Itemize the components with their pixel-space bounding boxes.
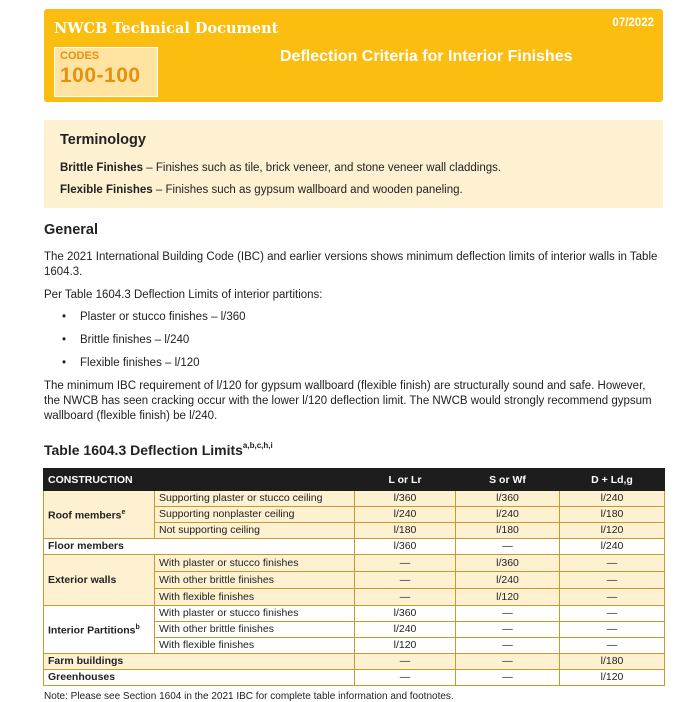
table-cell: l/120 — [560, 523, 665, 539]
table-cell: — — [355, 654, 456, 670]
table-cell: l/360 — [456, 491, 560, 507]
table-cell: l/240 — [560, 491, 665, 507]
table-title: Table 1604.3 Deflection Limits$^{a,b,c,h,i}$ — [44, 441, 273, 458]
row-group-label: Roof members$^e$ — [44, 491, 155, 539]
table-cell: — — [456, 622, 560, 638]
table-cell: — — [456, 638, 560, 654]
table-cell: l/360 — [355, 606, 456, 622]
general-heading: General — [44, 222, 98, 238]
codes-label: CODES — [60, 50, 100, 62]
flexible-definition — [60, 184, 463, 196]
table-cell: — — [355, 589, 456, 606]
row-group-label: Interior Partitions$^b$ — [44, 606, 155, 654]
table-cell: l/120 — [560, 670, 665, 686]
table-cell: l/240 — [355, 622, 456, 638]
table-cell: — — [355, 670, 456, 686]
general-paragraph-2: Per Table 1604.3 Deflection Limits of interior partitions: — [44, 289, 323, 301]
table-cell: l/180 — [456, 523, 560, 539]
table-cell: — — [456, 670, 560, 686]
table-cell: — — [560, 555, 665, 572]
column-header: S or Wf — [456, 469, 560, 491]
table-cell: — — [456, 606, 560, 622]
table-cell: l/360 — [355, 539, 456, 555]
table-cell: With flexible finishes — [155, 589, 355, 606]
table-cell: l/180 — [560, 654, 665, 670]
table-cell: l/180 — [355, 523, 456, 539]
table-cell: l/360 — [355, 491, 456, 507]
table-row — [44, 606, 665, 622]
table-cell: l/120 — [456, 589, 560, 606]
table-cell: l/180 — [560, 507, 665, 523]
row-group-label: Greenhouses — [44, 670, 355, 686]
document-title: NWCB Technical Document — [54, 20, 279, 37]
row-group-label: Farm buildings — [44, 654, 355, 670]
column-header: L or Lr — [355, 469, 456, 491]
table-cell: — — [560, 638, 665, 654]
general-paragraph-1: The 2021 International Building Code (IBC) and earlier versions shows minimum deflection limits of interior walls in Table 1604.3. — [44, 251, 658, 278]
table-cell: l/240 — [456, 572, 560, 589]
bullet-item: • Plaster or stucco finishes – l/360 — [62, 311, 246, 323]
table-cell: l/240 — [355, 507, 456, 523]
row-group-label: Floor members — [44, 539, 355, 555]
table-cell: With plaster or stucco finishes — [155, 555, 355, 572]
column-header — [155, 469, 355, 491]
table-row — [44, 670, 665, 686]
table-cell: — — [560, 572, 665, 589]
table-cell: Supporting nonplaster ceiling — [155, 507, 355, 523]
document-date: 07/2022 — [612, 17, 654, 29]
table-row — [44, 491, 665, 507]
column-header: D + Ld,g — [560, 469, 665, 491]
flexible-term: Flexible Finishes — [60, 184, 153, 196]
flexible-def-text: – Finishes such as gypsum wallboard and wooden paneling. — [152, 184, 463, 196]
table-cell: l/360 — [456, 555, 560, 572]
table-cell: — — [355, 572, 456, 589]
codes-number: 100-100 — [60, 64, 141, 87]
table-header-row — [44, 469, 665, 491]
table-cell: With flexible finishes — [155, 638, 355, 654]
table-cell: — — [560, 622, 665, 638]
terminology-box — [44, 120, 663, 208]
bullet-item: • Brittle finishes – l/240 — [62, 334, 190, 346]
brittle-def-text: – Finishes such as tile, brick veneer, and stone veneer wall claddings. — [143, 162, 502, 174]
table-cell: — — [355, 555, 456, 572]
column-header: CONSTRUCTION — [44, 469, 155, 491]
table-cell: With plaster or stucco finishes — [155, 606, 355, 622]
table-cell: l/240 — [456, 507, 560, 523]
terminology-heading: Terminology — [60, 132, 146, 148]
table-cell: — — [560, 606, 665, 622]
table-cell: With other brittle finishes — [155, 572, 355, 589]
general-paragraph-3: The minimum IBC requirement of l/120 for gypsum wallboard (flexible finish) are structurally sound and safe. However, the NWCB has seen cracking occur with the lower l/120 deflection limit. The NWCB would strongly recommend gypsum wallboard (flexible finish) be l/240. — [44, 380, 652, 422]
document-subtitle: Deflection Criteria for Interior Finishes — [280, 48, 573, 65]
table-row — [44, 539, 665, 555]
table-cell: l/240 — [560, 539, 665, 555]
bullet-item: • Flexible finishes – l/120 — [62, 357, 200, 369]
table-cell: — — [560, 589, 665, 606]
table-cell: — — [456, 539, 560, 555]
table-cell: l/120 — [355, 638, 456, 654]
table-cell: Not supporting ceiling — [155, 523, 355, 539]
table-cell: With other brittle finishes — [155, 622, 355, 638]
brittle-term: Brittle Finishes — [60, 162, 144, 174]
table-row — [44, 555, 665, 572]
row-group-label: Exterior walls — [44, 555, 155, 606]
brittle-definition — [60, 162, 501, 174]
table-cell: Supporting plaster or stucco ceiling — [155, 491, 355, 507]
table-note: Note: Please see Section 1604 in the 2021 IBC for complete table information and footnotes. — [44, 691, 454, 702]
table-cell: — — [456, 654, 560, 670]
deflection-table — [43, 468, 665, 686]
document-header — [44, 9, 663, 102]
codes-badge — [54, 47, 158, 97]
table-row — [44, 654, 665, 670]
